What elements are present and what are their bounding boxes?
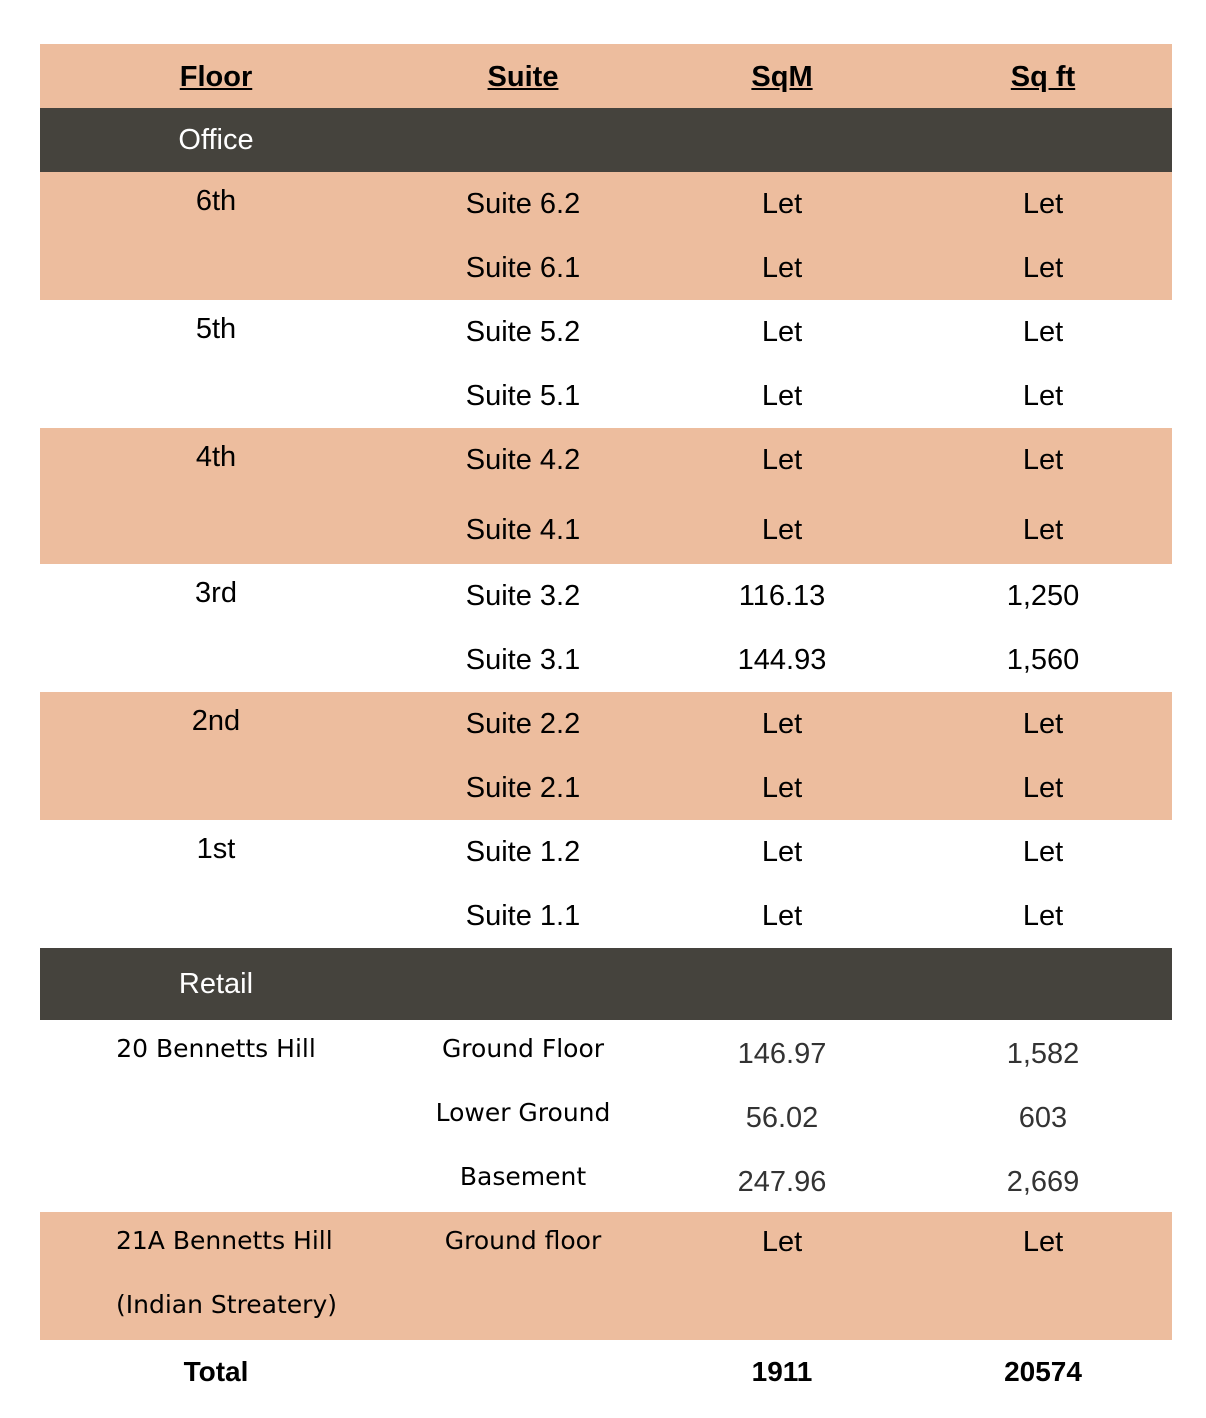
sqm-cell: Let <box>761 380 803 412</box>
sqft-cell: 1,250 <box>1006 580 1080 612</box>
accommodation-table <box>40 44 1172 1404</box>
suite-cell: Suite 2.1 <box>465 772 581 804</box>
total-sqft: 20574 <box>1004 1356 1082 1387</box>
retail-group-21a-bennetts-hill <box>40 1212 1172 1340</box>
sqm-cell: 247.96 <box>737 1166 827 1198</box>
floor-group-5th <box>40 300 1172 428</box>
header-suite: Suite <box>487 61 559 93</box>
total-row <box>40 1340 1172 1404</box>
floor-group-4th <box>40 428 1172 564</box>
suite-cell: Lower Ground <box>435 1098 611 1127</box>
suite-cell: Suite 5.2 <box>465 316 581 348</box>
sqft-cell: Let <box>1022 836 1064 868</box>
suite-cell: Suite 3.1 <box>465 644 581 676</box>
total-sqm: 1911 <box>751 1356 813 1387</box>
section-label: Retail <box>178 968 254 1000</box>
suite-cell: Suite 1.2 <box>465 836 581 868</box>
sqm-cell: Let <box>761 188 803 220</box>
table-row <box>40 172 1172 236</box>
total-label: Total <box>183 1356 249 1387</box>
suite-cell: Suite 6.1 <box>465 252 581 284</box>
sqft-cell: Let <box>1022 772 1064 804</box>
sqft-cell: Let <box>1022 252 1064 284</box>
floor-cell: (Indian Streatery) <box>116 1290 338 1319</box>
sqm-cell: Let <box>761 514 803 546</box>
table-row <box>40 1084 1172 1148</box>
floor-group-1st <box>40 820 1172 948</box>
retail-group-20-bennetts-hill <box>40 1020 1172 1212</box>
table-row <box>40 628 1172 692</box>
table-header-row <box>40 44 1172 108</box>
sqft-cell: Let <box>1022 188 1064 220</box>
table-row <box>40 428 1172 492</box>
sqft-cell: Let <box>1022 380 1064 412</box>
sqm-cell: 116.13 <box>738 580 826 612</box>
floor-cell: 20 Bennetts Hill <box>116 1034 316 1063</box>
table-row <box>40 1212 1172 1276</box>
sqft-cell: Let <box>1022 316 1064 348</box>
floor-cell: 4th <box>195 441 237 473</box>
floor-cell: 21A Bennetts Hill <box>116 1226 333 1255</box>
suite-cell: Suite 4.2 <box>465 444 581 476</box>
header-sqft: Sq ft <box>1010 61 1076 93</box>
table-row <box>40 756 1172 820</box>
sqm-cell: Let <box>761 316 803 348</box>
floor-group-3rd <box>40 564 1172 692</box>
sqm-cell: Let <box>761 444 803 476</box>
sqm-cell: 146.97 <box>737 1038 827 1070</box>
section-header-retail <box>40 948 1172 1020</box>
floor-cell: 5th <box>195 313 237 345</box>
sqm-cell: 56.02 <box>745 1102 819 1134</box>
floor-cell: 3rd <box>195 577 237 609</box>
table-row <box>40 1148 1172 1212</box>
table-row <box>40 492 1172 564</box>
sqm-cell: Let <box>761 252 803 284</box>
sqm-cell: Let <box>761 836 803 868</box>
suite-cell: Basement <box>459 1162 587 1191</box>
sqft-cell: Let <box>1022 1226 1064 1258</box>
sqft-cell: 1,582 <box>1006 1038 1080 1070</box>
sqft-cell: 1,560 <box>1006 644 1080 676</box>
sqft-cell: 603 <box>1018 1102 1068 1134</box>
sqft-cell: Let <box>1022 514 1064 546</box>
section-label: Office <box>178 124 254 156</box>
floor-cell: 1st <box>196 833 236 865</box>
sqft-cell: Let <box>1022 708 1064 740</box>
sqm-cell: Let <box>761 772 803 804</box>
table-row <box>40 364 1172 428</box>
suite-cell: Ground Floor <box>441 1034 605 1063</box>
sqft-cell: Let <box>1022 444 1064 476</box>
suite-cell: Suite 5.1 <box>465 380 581 412</box>
sqft-cell: Let <box>1022 900 1064 932</box>
table-row <box>40 1020 1172 1084</box>
table-row <box>40 300 1172 364</box>
section-header-office <box>40 108 1172 172</box>
suite-cell: Suite 1.1 <box>465 900 581 932</box>
table-row <box>40 564 1172 628</box>
header-floor: Floor <box>179 61 253 93</box>
suite-cell: Suite 4.1 <box>465 514 581 546</box>
sqft-cell: 2,669 <box>1006 1166 1080 1198</box>
sqm-cell: 144.93 <box>737 644 827 676</box>
table-row <box>40 820 1172 884</box>
suite-cell: Suite 3.2 <box>465 580 581 612</box>
sqm-cell: Let <box>761 900 803 932</box>
sqm-cell: Let <box>761 1226 803 1258</box>
floor-group-2nd <box>40 692 1172 820</box>
table-row <box>40 1276 1172 1340</box>
suite-cell: Ground floor <box>444 1226 602 1255</box>
suite-cell: Suite 2.2 <box>465 708 581 740</box>
floor-group-6th <box>40 172 1172 300</box>
floor-cell: 2nd <box>191 705 241 737</box>
suite-cell: Suite 6.2 <box>465 188 581 220</box>
floor-cell: 6th <box>195 185 237 217</box>
header-sqm: SqM <box>751 61 813 93</box>
table-row <box>40 884 1172 948</box>
table-row <box>40 236 1172 300</box>
sqm-cell: Let <box>761 708 803 740</box>
table-row <box>40 692 1172 756</box>
